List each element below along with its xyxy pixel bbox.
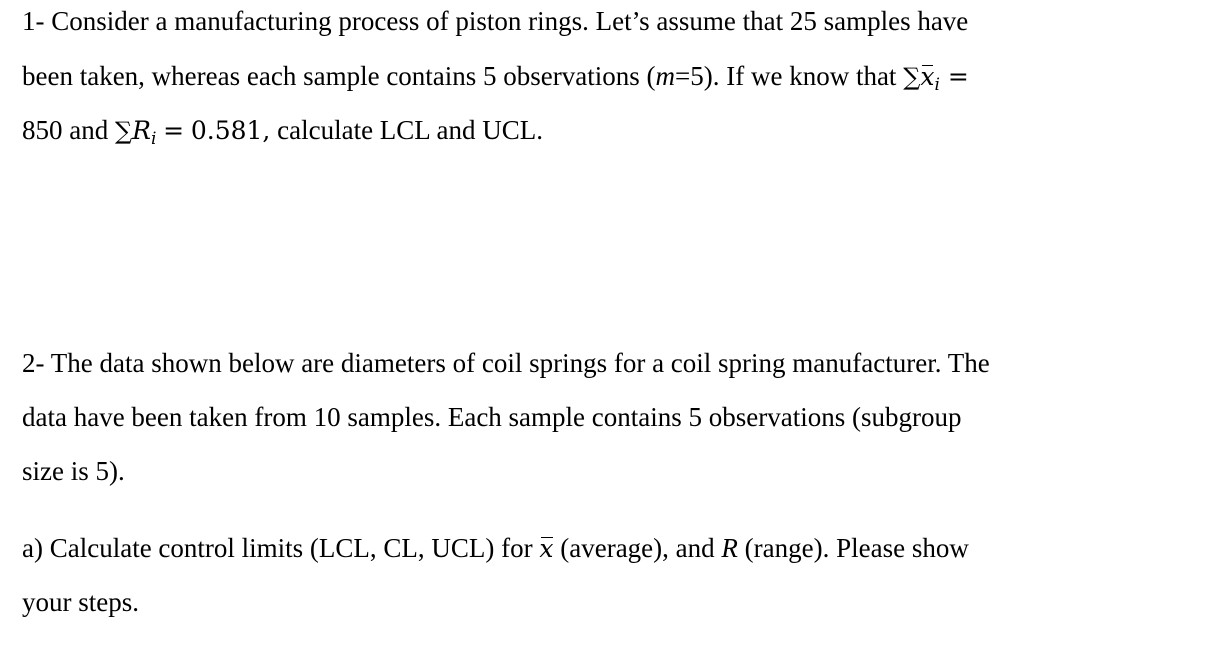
subscript-i: i [934,75,940,95]
q1-line-1: 1- Consider a manufacturing process of piston rings. Let’s assume that 25 samples have [22,6,969,36]
q1-sum-r-value: 0.581, [190,116,271,145]
sum-symbol: ∑ [114,117,133,145]
q1-line-2 [22,59,969,102]
xbar-symbol: x [920,60,934,94]
q1-line-3-rest: calculate LCL and UCL. [277,115,544,145]
q1-line-2-text: been taken, whereas each sample contains 5 observations ( [22,61,656,91]
equals-sign: = [163,116,185,145]
q2-line-2: data have been taken from 10 samples. Each sample contains 5 observations (subgroup [22,402,962,432]
xbar-symbol: x [539,532,553,566]
q2-xbar-symbol [539,534,553,563]
q1-line-2-condition: =5). If we know that [675,61,897,91]
q1-sum-xbar-value: 850 [22,115,63,145]
sum-symbol: ∑ [903,63,921,91]
q2-part-a-line-1 [22,531,969,566]
q2-part-a-line-2: your steps. [22,587,139,617]
q2-line-1: 2- The data shown below are diameters of coil springs for a coil spring manufacturer. The [22,348,990,378]
q1-sum-r-formula [114,116,157,149]
q2-part-a-text-3: (range). Please show [744,533,969,563]
q2-line-3: size is 5). [22,456,125,486]
q1-sum-xbar-formula [903,62,969,95]
q1-m-variable: m [655,61,676,91]
q2-r-symbol: R [721,533,738,563]
q2-part-a-text-2: (average), and [560,533,715,563]
equals-sign: = [947,62,969,91]
r-symbol: R [132,116,151,145]
q1-and-word: and [69,115,109,145]
q2-part-a-text-1: a) Calculate control limits (LCL, CL, UCL) for [22,533,533,563]
q1-line-3 [22,113,543,156]
subscript-i: i [150,129,157,149]
